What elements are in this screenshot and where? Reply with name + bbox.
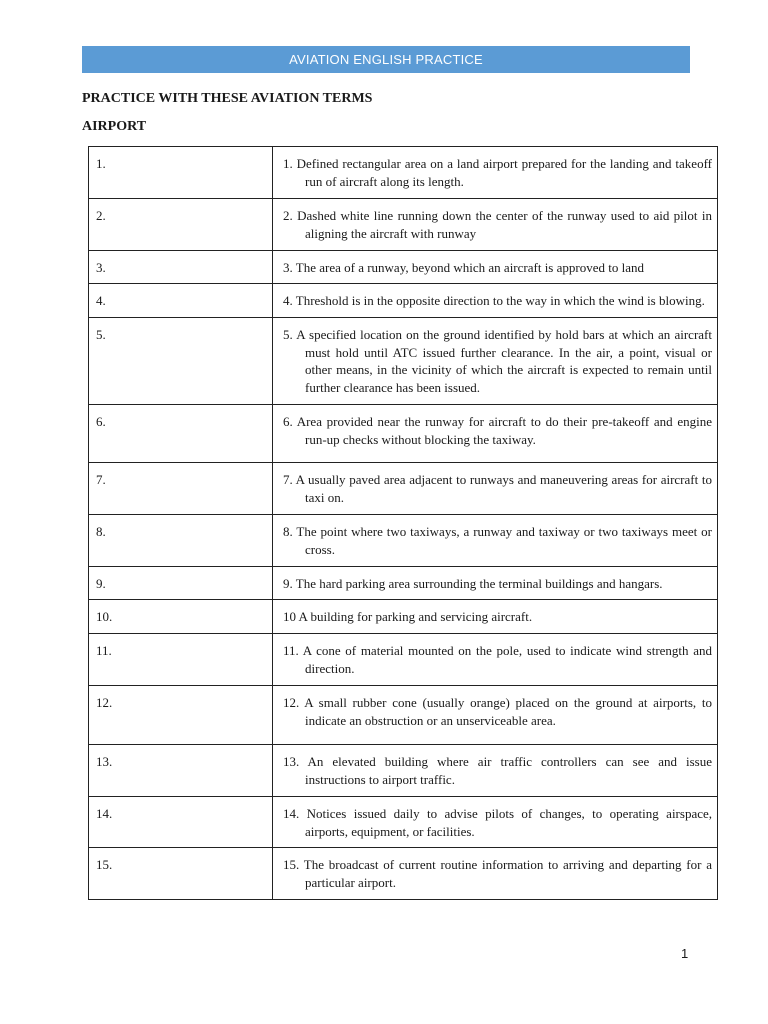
definition-text: 2. Dashed white line running down the center of the runway used to aid pilot in aligning the aircraft with runway xyxy=(283,208,712,241)
row-number: 12. xyxy=(89,686,273,745)
row-definition xyxy=(273,515,718,567)
row-number: 15. xyxy=(89,848,273,900)
row-definition xyxy=(273,686,718,745)
row-number: 7. xyxy=(89,463,273,515)
row-number: 5. xyxy=(89,318,273,405)
row-number: 11. xyxy=(89,634,273,686)
row-number: 9. xyxy=(89,567,273,600)
page-number: 1 xyxy=(681,946,689,961)
section-subtitle: AIRPORT xyxy=(82,119,147,134)
definition-text: 4. Threshold is in the opposite direction to the way in which the wind is blowing. xyxy=(283,293,705,308)
table-row xyxy=(89,745,718,797)
table-row xyxy=(89,567,718,600)
definition-text: 15. The broadcast of current routine information to arriving and departing for a particular airport. xyxy=(283,857,712,890)
definition-text: 1. Defined rectangular area on a land airport prepared for the landing and takeoff run of aircraft along its length. xyxy=(283,156,712,189)
row-number: 2. xyxy=(89,199,273,251)
row-definition xyxy=(273,848,718,900)
row-number: 1. xyxy=(89,147,273,199)
table-row xyxy=(89,600,718,634)
table-row xyxy=(89,515,718,567)
table-row xyxy=(89,686,718,745)
table-row xyxy=(89,251,718,284)
row-definition xyxy=(273,600,718,634)
row-number: 14. xyxy=(89,797,273,848)
definition-text: 3. The area of a runway, beyond which an aircraft is approved to land xyxy=(283,260,644,275)
row-definition xyxy=(273,634,718,686)
row-number: 8. xyxy=(89,515,273,567)
table-row xyxy=(89,634,718,686)
terms-table-body xyxy=(89,147,718,900)
row-definition xyxy=(273,745,718,797)
table-row xyxy=(89,797,718,848)
definition-text: 6. Area provided near the runway for aircraft to do their pre-takeoff and engine run-up checks without blocking the taxiway. xyxy=(283,414,712,447)
header-banner: AVIATION ENGLISH PRACTICE xyxy=(82,46,690,73)
table-row xyxy=(89,318,718,405)
row-definition xyxy=(273,567,718,600)
table-row xyxy=(89,147,718,199)
table-row xyxy=(89,463,718,515)
definition-text: 7. A usually paved area adjacent to runways and maneuvering areas for aircraft to taxi on. xyxy=(283,472,712,505)
definition-text: 12. A small rubber cone (usually orange) placed on the ground at airports, to indicate an obstruction or an unserviceable area. xyxy=(283,695,712,728)
definition-text: 10 A building for parking and servicing aircraft. xyxy=(283,609,533,624)
terms-table xyxy=(88,146,718,900)
row-number: 6. xyxy=(89,405,273,463)
definition-text: 5. A specified location on the ground identified by hold bars at which an aircraft must hold until ATC issued further clearance. In the air, a point, visual or other means, in the vicinity of which the aircraft is expected to remain until further clearance has been issued. xyxy=(283,327,712,395)
definition-text: 8. The point where two taxiways, a runway and taxiway or two taxiways meet or cross. xyxy=(283,524,712,557)
row-definition xyxy=(273,147,718,199)
row-definition xyxy=(273,251,718,284)
row-number: 4. xyxy=(89,284,273,318)
table-row xyxy=(89,848,718,900)
row-definition xyxy=(273,797,718,848)
definition-text: 11. A cone of material mounted on the pole, used to indicate wind strength and direction. xyxy=(283,643,712,676)
table-row xyxy=(89,284,718,318)
definition-text: 13. An elevated building where air traffic controllers can see and issue instructions to airport traffic. xyxy=(283,754,712,787)
row-number: 10. xyxy=(89,600,273,634)
definition-text: 9. The hard parking area surrounding the terminal buildings and hangars. xyxy=(283,576,663,591)
definition-text: 14. Notices issued daily to advise pilots of changes, to operating airspace, airports, equipment, or facilities. xyxy=(283,806,712,839)
row-number: 13. xyxy=(89,745,273,797)
row-definition xyxy=(273,199,718,251)
row-definition xyxy=(273,284,718,318)
table-row xyxy=(89,199,718,251)
table-row xyxy=(89,405,718,463)
row-definition xyxy=(273,463,718,515)
row-definition xyxy=(273,318,718,405)
section-title: PRACTICE WITH THESE AVIATION TERMS xyxy=(82,91,373,106)
row-definition xyxy=(273,405,718,463)
row-number: 3. xyxy=(89,251,273,284)
